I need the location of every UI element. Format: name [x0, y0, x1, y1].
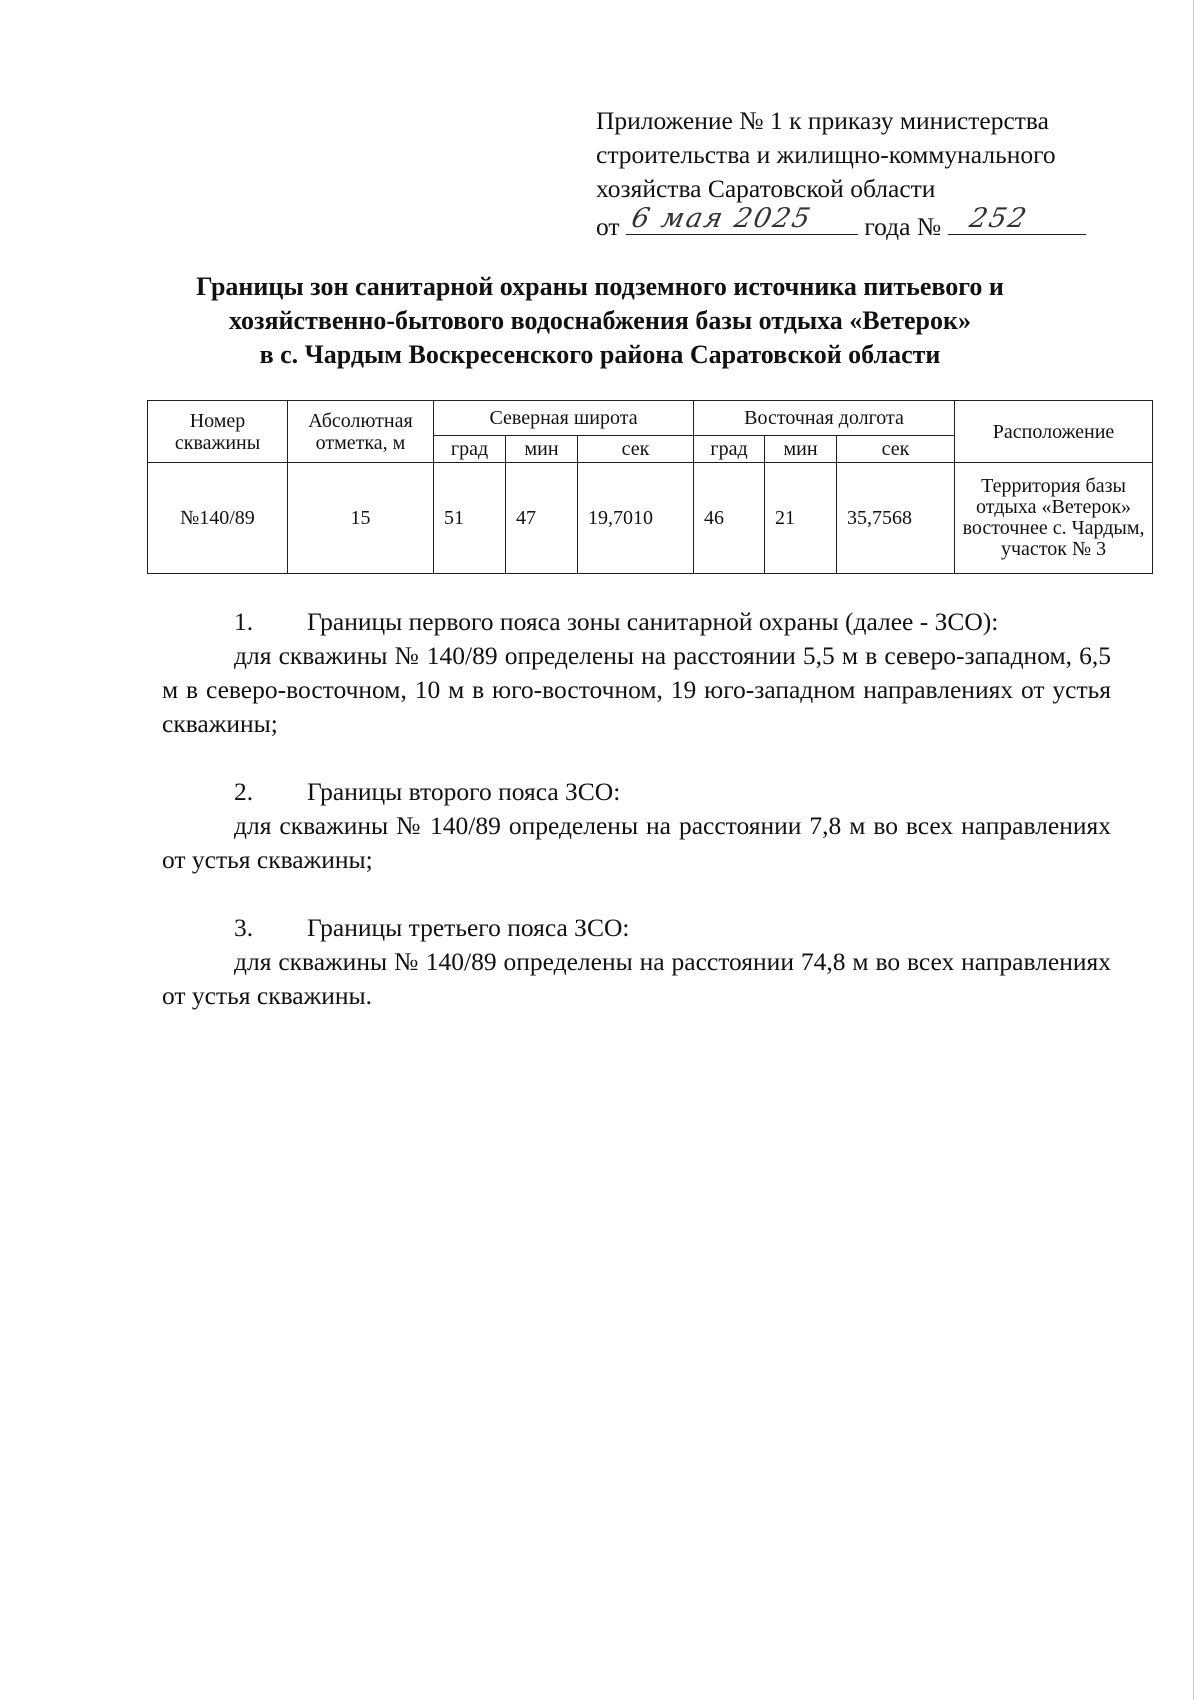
header-well-number: Номер скважины	[148, 401, 288, 463]
header-lon-deg: град	[694, 436, 765, 463]
header-elevation: Абсолютная отметка, м	[288, 401, 434, 463]
item-number: 3.	[234, 913, 254, 942]
item-number: 1.	[234, 607, 254, 636]
cell-location: Территория базы отдыха «Ветерок» восточнее с. Чардым, участок № 3	[955, 463, 1153, 574]
appendix-line: строительства и жилищно-коммунального	[596, 140, 1056, 169]
appendix-header	[596, 104, 1126, 244]
item-heading-line	[162, 911, 1111, 945]
item-text: для скважины № 140/89 определены на расстоянии 74,8 м во всех направлениях от устья скважины.	[162, 947, 1111, 1010]
header-lon-sec: сек	[837, 436, 955, 463]
item-heading: Границы первого пояса зоны санитарной охраны (далее - ЗСО):	[307, 607, 999, 636]
item-heading: Границы второго пояса ЗСО:	[307, 777, 621, 806]
appendix-line: хозяйства Саратовской области	[596, 174, 936, 203]
document-title	[0, 270, 1200, 372]
from-label: от	[596, 212, 620, 241]
cell-elevation: 15	[288, 463, 434, 574]
title-line: в с. Чардым Воскресенского района Саратовской области	[259, 340, 941, 369]
table-row	[148, 463, 1153, 574]
header-lat-min: мин	[506, 436, 578, 463]
cell-lat-min: 47	[506, 463, 578, 574]
item-text: для скважины № 140/89 определены на расстоянии 5,5 м в северо-западном, 6,5 м в северо-восточном, 10 м в юго-восточном, 19 юго-западном направлениях от устья скважины;	[162, 641, 1111, 738]
appendix-line: Приложение № 1 к приказу министерства	[596, 106, 1049, 135]
item-heading-line	[162, 605, 1111, 639]
header-east-longitude: Восточная долгота	[694, 401, 955, 436]
item-text: для скважины № 140/89 определены на расстоянии 7,8 м во всех направлениях от устья скважины;	[162, 811, 1111, 874]
cell-lon-deg: 46	[694, 463, 765, 574]
handwritten-date: 6 мая 2025	[628, 203, 815, 234]
cell-well-number: №140/89	[148, 463, 288, 574]
year-number-label: года №	[864, 212, 942, 241]
document-body	[162, 605, 1111, 1047]
header-north-latitude: Северная широта	[434, 401, 694, 436]
header-lat-deg: град	[434, 436, 506, 463]
date-field	[626, 203, 858, 235]
item-heading: Границы третьего пояса ЗСО:	[307, 913, 630, 942]
list-item	[162, 775, 1111, 877]
page-edge	[1193, 0, 1194, 1700]
handwritten-order-number: 252	[966, 203, 1031, 234]
title-line: хозяйственно-бытового водоснабжения базы отдыха «Ветерок»	[229, 306, 971, 335]
cell-lon-min: 21	[765, 463, 837, 574]
cell-lon-sec: 35,7568	[837, 463, 955, 574]
header-location: Расположение	[955, 401, 1153, 463]
title-line: Границы зон санитарной охраны подземного источника питьевого и	[196, 272, 1004, 301]
list-item	[162, 605, 1111, 741]
wells-table	[147, 400, 1153, 574]
appendix-date-line	[596, 203, 1126, 244]
list-item	[162, 911, 1111, 1013]
table-header-row	[148, 401, 1153, 436]
order-number-field	[948, 203, 1086, 235]
cell-lat-deg: 51	[434, 463, 506, 574]
header-lon-min: мин	[765, 436, 837, 463]
cell-lat-sec: 19,7010	[578, 463, 694, 574]
item-heading-line	[162, 775, 1111, 809]
header-lat-sec: сек	[578, 436, 694, 463]
item-number: 2.	[234, 777, 254, 806]
